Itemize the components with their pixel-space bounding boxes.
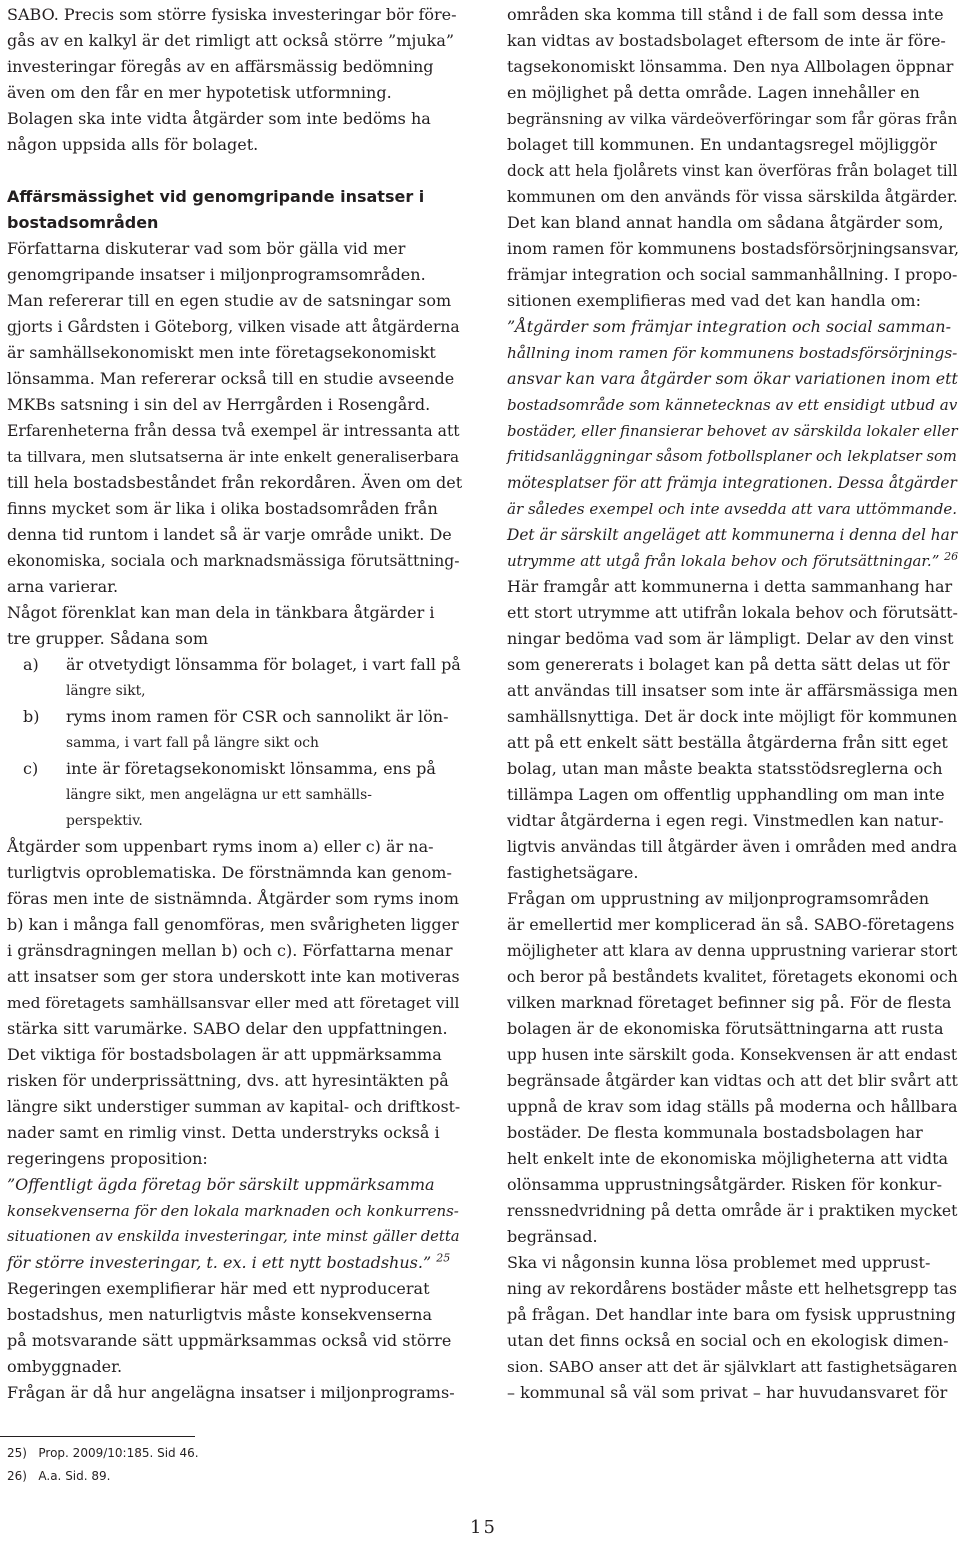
text-line: ekonomiska, sociala och marknadsmässiga förutsättning- <box>7 552 460 570</box>
text-line: begränsning av vilka värdeöverföringar som får göras från <box>507 110 958 128</box>
text-line: investeringar föregås av en affärsmässig bedömning <box>7 57 434 76</box>
text-line: Ska vi någonsin kunna lösa problemet med upprust- <box>507 1253 931 1272</box>
text-line: till hela bostadsbeståndet från rekordåren. Även om det <box>7 473 463 492</box>
text-line: perspektiv. <box>66 813 143 829</box>
text-line: olönsamma upprustningsåtgärder. Risken för konkur- <box>507 1175 943 1194</box>
text-line: bostadshus, men naturligtvis måste konsekvenserna <box>7 1305 433 1324</box>
text-line: MKBs satsning i sin del av Herrgården i Rosengård. <box>7 395 431 414</box>
text-line: – kommunal så väl som privat – har huvudansvaret för <box>507 1383 948 1402</box>
text-line: uppnå de krav som idag ställs på moderna och hållbara <box>507 1097 958 1116</box>
text-line: är otvetydigt lönsamma för bolaget, i vart fall på <box>66 655 461 674</box>
text-line: möjligheter att klara av denna upprustning varierar stort <box>507 942 958 960</box>
text-line: längre sikt understiger summan av kapital- och driftkost- <box>7 1098 461 1116</box>
text-line: kommunen om den används för vissa särskilda åtgärder. <box>507 187 958 206</box>
list-letter: b) <box>23 707 40 726</box>
quote-text: för större investeringar, t. ex. i ett nytt bostadshus.” <box>7 1253 432 1272</box>
quote-line: Det är särskilt angeläget att kommunerna i denna del har <box>507 526 958 544</box>
quote-line: ”Offentligt ägda företag bör särskilt uppmärksamma <box>7 1175 435 1194</box>
text-line: tagsekonomiskt lönsamma. Den nya Allbolagen öppnar <box>507 57 954 76</box>
text-line: renssnedvridning på detta område är i praktiken mycket <box>507 1201 958 1220</box>
text-line: är emellertid mer komplicerad än så. SABO-företagens <box>507 915 955 934</box>
text-line: begränsad. <box>507 1227 598 1246</box>
text-line: i gränsdragningen mellan b) och c). Författarna menar <box>7 941 453 960</box>
left-para-1 <box>7 2 462 158</box>
spacer <box>7 158 462 184</box>
text-line: som genererats i bolaget kan på detta sätt delas ut för <box>507 655 950 674</box>
text-line: föras men inte de sistnämnda. Åtgärder som ryms inom <box>7 889 459 908</box>
text-line: ta tillvara, men slutsatserna är inte enkelt generaliserbara <box>7 448 460 466</box>
list-item <box>7 704 462 756</box>
text-line: med företagets samhällsansvar eller med att företaget vill <box>7 994 460 1012</box>
text-line: finns mycket som är lika i olika bostadsområden från <box>7 499 438 518</box>
footnote-26: 26) A.a. Sid. 89. <box>7 1469 111 1483</box>
text-line: Det kan bland annat handla om sådana åtgärder som, <box>507 213 944 232</box>
text-line: bostäder. De flesta kommunala bostadsbolagen har <box>507 1123 923 1142</box>
quote-line: är således exempel och inte avsedda att vara uttömmande. <box>507 500 958 518</box>
text-line: begränsade åtgärder kan vidtas och att det blir svårt att <box>507 1071 958 1090</box>
quote-line-last <box>507 548 960 574</box>
page-number: 15 <box>470 1517 497 1538</box>
text-line: Frågan är då hur angelägna insatser i miljonprograms- <box>7 1383 455 1402</box>
text-line: en möjlighet på detta område. Lagen innehåller en <box>507 83 920 102</box>
list-letter: c) <box>23 759 39 778</box>
right-para-3 <box>507 886 960 1250</box>
text-line: vilken marknad företaget befinner sig på. För de flesta <box>507 993 952 1012</box>
footnote-ref: 25 <box>436 1251 451 1265</box>
text-line: gås av en kalkyl är det rimligt att också större ”mjuka” <box>7 31 455 50</box>
quote-line: bostäder, eller finansierar behovet av särskilda lokaler eller <box>507 422 958 440</box>
quote-line: mötesplatser för att främja integrationen. Dessa åtgärder <box>507 474 957 492</box>
text-line: upp husen inte särskilt goda. Konsekvensen är att endast <box>507 1046 958 1064</box>
section-heading <box>7 184 462 236</box>
right-para-2 <box>507 574 960 886</box>
text-line: inom ramen för kommunens bostadsförsörjningsansvar, <box>507 239 960 258</box>
text-line: helt enkelt inte de ekonomiska möjligheterna att vidta <box>507 1149 949 1168</box>
quote-proposition-26 <box>507 314 960 574</box>
text-line: b) kan i många fall genomföras, men svårigheten ligger <box>7 915 459 934</box>
text-line: främjar integration och social sammanhållning. I propo- <box>507 265 958 284</box>
text-line: turligtvis oproblematiska. De förstnämnda kan genom- <box>7 863 452 882</box>
text-line: tre grupper. Sådana som <box>7 629 209 648</box>
text-line: risken för underprissättning, dvs. att hyresintäkten på <box>7 1071 449 1090</box>
text-line: längre sikt, <box>66 683 146 699</box>
text-line: Bolagen ska inte vidta åtgärder som inte bedöms ha <box>7 109 431 128</box>
left-para-4 <box>7 1276 462 1406</box>
text-line: på frågan. Det handlar inte bara om fysisk upprustning <box>507 1305 956 1324</box>
text-line: Regeringen exemplifierar här med ett nyproducerat <box>7 1279 430 1298</box>
text-line: kan vidtas av bostadsbolaget eftersom de inte är före- <box>507 31 946 50</box>
text-line: Åtgärder som uppenbart ryms inom a) eller c) är na- <box>7 837 434 856</box>
left-para-3 <box>7 834 462 1172</box>
quote-text: utrymme att utgå från lokala behov och förutsättningar.” <box>507 552 940 570</box>
text-line: Erfarenheterna från dessa två exempel är intressanta att <box>7 422 460 440</box>
text-line: samma, i vart fall på längre sikt och <box>66 735 319 751</box>
text-line: regeringens proposition: <box>7 1149 208 1168</box>
text-line: bolag, utan man måste beakta statsstödsreglerna och <box>507 759 943 778</box>
text-line: ryms inom ramen för CSR och sannolikt är lön- <box>66 707 449 726</box>
text-line: bolagen är de ekonomiska förutsättningarna att rusta <box>507 1019 944 1038</box>
text-line: ningar bedöma vad som är lämpligt. Delar av den vinst <box>507 629 954 648</box>
text-line: dock att hela fjolårets vinst kan överföras från bolaget till <box>507 162 958 180</box>
list-item <box>7 652 462 704</box>
footnote-25: 25) Prop. 2009/10:185. Sid 46. <box>7 1446 199 1460</box>
left-para-2 <box>7 236 462 652</box>
heading-line: Affärsmässighet vid genomgripande insatser i <box>7 187 425 206</box>
text-line: sitionen exemplifieras med vad det kan handla om: <box>507 291 921 310</box>
text-line: samhällsnyttiga. Det är dock inte möjligt för kommunen <box>507 707 958 726</box>
quote-line: bostadsområde som kännetecknas av ett ensidigt utbud av <box>507 396 958 414</box>
text-line: Något förenklat kan man dela in tänkbara åtgärder i <box>7 603 435 622</box>
list-item-first-line <box>7 652 462 678</box>
text-line: utan det finns också en social och en ekologisk dimen- <box>507 1331 949 1350</box>
text-line: sion. SABO anser att det är självklart att fastighetsägaren <box>507 1358 958 1376</box>
text-line: ombyggnader. <box>7 1357 123 1376</box>
quote-line: hållning inom ramen för kommunens bostadsförsörjnings- <box>507 344 958 362</box>
text-line: Frågan om upprustning av miljonprogramsområden <box>507 889 930 908</box>
left-column <box>7 2 462 1406</box>
quote-line: ”Åtgärder som främjar integration och social samman- <box>507 317 951 336</box>
quote-line: ansvar kan vara åtgärder som ökar variationen inom ett <box>507 369 958 388</box>
quote-line: fritidsanläggningar såsom fotbollsplaner och lekplatser som <box>507 448 957 465</box>
quote-line-last <box>7 1250 462 1276</box>
text-line: SABO. Precis som större fysiska investeringar bör före- <box>7 5 457 24</box>
text-line: Det viktiga för bostadsbolagen är att uppmärksamma <box>7 1045 442 1064</box>
text-line: på motsvarande sätt uppmärksammas också vid större <box>7 1331 452 1350</box>
text-line: genomgripande insatser i miljonprogramsområden. <box>7 265 426 284</box>
text-line: denna tid runtom i landet så är varje område unikt. De <box>7 525 452 544</box>
footnote-ref: 26 <box>944 550 959 564</box>
text-line: Författarna diskuterar vad som bör gälla vid mer <box>7 239 406 258</box>
list-item-first-line <box>7 704 462 730</box>
measures-list <box>7 652 462 834</box>
heading-line: bostadsområden <box>7 213 159 232</box>
text-line: är samhällsekonomiskt men inte företagsekonomiskt <box>7 343 436 362</box>
text-line: områden ska komma till stånd i de fall som dessa inte <box>507 5 944 24</box>
list-letter: a) <box>23 655 39 674</box>
footnote-divider <box>0 1436 195 1437</box>
right-para-4 <box>507 1250 960 1406</box>
text-line: stärka sitt varumärke. SABO delar den uppfattningen. <box>7 1019 448 1038</box>
text-line: någon uppsida alls för bolaget. <box>7 135 259 154</box>
quote-proposition-25 <box>7 1172 462 1276</box>
right-column <box>507 2 960 1406</box>
text-line: längre sikt, men angelägna ur ett samhälls- <box>66 787 372 803</box>
text-line: lönsamma. Man refererar också till en studie avseende <box>7 369 455 388</box>
quote-line: situationen av enskilda investeringar, inte minst gäller detta <box>7 1228 460 1245</box>
text-line: tillämpa Lagen om offentlig upphandling om man inte <box>507 785 945 804</box>
text-line: och beror på beståndets kvalitet, företagets ekonomi och <box>507 968 958 986</box>
text-line: gjorts i Gårdsten i Göteborg, vilken visade att åtgärderna <box>7 318 460 336</box>
list-item-first-line <box>7 756 462 782</box>
text-line: inte är företagsekonomiskt lönsamma, ens på <box>66 759 436 778</box>
text-line: vidtar åtgärderna i egen regi. Vinstmedlen kan natur- <box>507 811 944 830</box>
text-line: Här framgår att kommunerna i detta sammanhang har <box>507 577 953 596</box>
text-line: nader samt en rimlig vinst. Detta understryks också i <box>7 1123 440 1142</box>
text-line: att användas till insatser som inte är affärsmässiga men <box>507 681 958 700</box>
text-line: bolaget till kommunen. En undantagsregel möjliggör <box>507 135 937 154</box>
text-line: att insatser som ger stora underskott inte kan motiveras <box>7 967 460 986</box>
text-line: att på ett enkelt sätt beställa åtgärderna från sitt eget <box>507 733 948 752</box>
text-line: ett stort utrymme att utifrån lokala behov och förutsätt- <box>507 603 958 622</box>
text-line: ning av rekordårens bostäder måste ett helhetsgrepp tas <box>507 1280 957 1298</box>
text-line: fastighetsägare. <box>507 863 639 882</box>
text-line: även om den får en mer hypotetisk utformning. <box>7 83 392 102</box>
right-para-1 <box>507 2 960 314</box>
text-line: arna varierar. <box>7 577 119 596</box>
text-line: ligtvis användas till åtgärder även i områden med andra <box>507 837 958 856</box>
quote-line: konsekvenserna för den lokala marknaden och konkurrens- <box>7 1202 459 1220</box>
list-item <box>7 756 462 834</box>
text-line: Man refererar till en egen studie av de satsningar som <box>7 291 452 310</box>
